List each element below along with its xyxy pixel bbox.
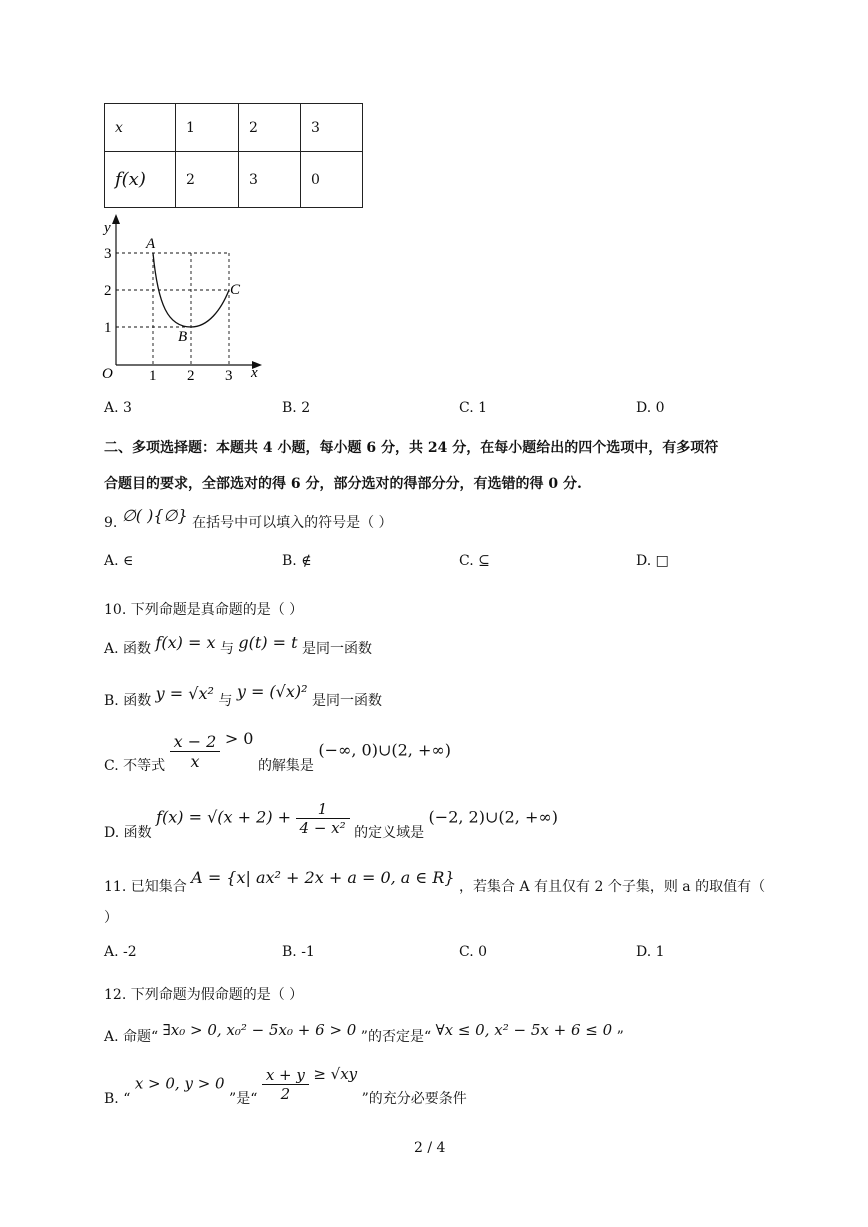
question-10-option-d — [104, 800, 558, 841]
function-value-table — [104, 103, 363, 208]
x-tick-label: 3 — [225, 368, 233, 384]
y-tick-label: 2 — [104, 283, 112, 299]
fraction-numerator: x − 2 — [170, 732, 221, 752]
option-c: C. ⊆ — [459, 553, 490, 569]
fraction — [262, 1066, 309, 1103]
math-expression: y = (√x)² — [236, 682, 308, 701]
option-a: A. ∈ — [104, 553, 134, 569]
question-12-option-b — [104, 1064, 467, 1107]
y-axis-arrow — [112, 214, 120, 224]
question-10-option-a — [104, 633, 373, 658]
option-text: ” — [616, 1029, 624, 1045]
option-text: D. 函数 — [104, 824, 152, 841]
point-label-c: C — [230, 282, 241, 298]
y-tick-label: 3 — [104, 246, 112, 262]
math-expression: ∀x ≤ 0, x² − 5x + 6 ≤ 0 — [435, 1021, 613, 1039]
option-text: 与 — [218, 693, 233, 709]
math-expression: x > 0, y > 0 — [134, 1074, 225, 1093]
option-d: D. □ — [636, 553, 669, 569]
math-expression: > 0 — [224, 728, 254, 748]
x-tick-label: 2 — [187, 368, 195, 384]
question-text: 在括号中可以填入的符号是（ ） — [192, 515, 393, 531]
question-9 — [104, 506, 393, 532]
option-text: 与 — [219, 641, 234, 657]
option-text: ”的否定是“ — [360, 1029, 432, 1045]
table-cell: 0 — [301, 152, 363, 208]
math-expression: g(t) = t — [238, 633, 298, 652]
point-label-b: B — [178, 329, 188, 345]
x-axis-label: x — [251, 365, 258, 381]
math-expression: A = {x| ax² + 2x + a = 0, a ∈ R} — [191, 868, 455, 887]
math-expression: y = √x² — [155, 684, 214, 703]
table-cell: 1 — [176, 104, 239, 152]
option-c: C. 0 — [459, 944, 488, 960]
option-text: ”的充分必要条件 — [361, 1090, 467, 1107]
option-text: B. “ — [104, 1090, 131, 1107]
math-expression: (−2, 2)∪(2, +∞) — [428, 807, 558, 827]
fraction — [296, 800, 350, 837]
option-text: C. 不等式 — [104, 757, 166, 774]
option-a: A. -2 — [104, 944, 137, 960]
option-d: D. 0 — [636, 400, 665, 416]
option-b: B. ∉ — [282, 553, 312, 569]
question-11 — [104, 868, 766, 895]
y-axis-label: y — [104, 220, 111, 236]
dashed-guides — [116, 253, 229, 365]
fraction-denominator: 2 — [280, 1085, 291, 1103]
option-d: D. 1 — [636, 944, 665, 960]
origin-label: O — [102, 366, 113, 382]
option-text: ”是“ — [229, 1090, 258, 1107]
table-cell: 3 — [301, 104, 363, 152]
page-number: 2 / 4 — [414, 1140, 446, 1156]
math-expression: ∃x₀ > 0, x₀² − 5x₀ + 6 > 0 — [162, 1021, 357, 1039]
function-graph — [96, 210, 276, 385]
fraction-numerator: x + y — [262, 1066, 309, 1085]
math-expression: f(x) = √(x + 2) + — [156, 807, 292, 827]
question-text: 11. 已知集合 — [104, 879, 187, 895]
option-b: B. 2 — [282, 400, 311, 416]
option-text: A. 函数 — [104, 641, 152, 657]
point-label-a: A — [146, 236, 156, 252]
option-text: 是同一函数 — [312, 693, 382, 709]
y-tick-label: 1 — [104, 320, 112, 336]
x-tick-label: 1 — [149, 368, 157, 384]
math-expression: ≥ √xy — [313, 1064, 358, 1083]
question-10-option-b — [104, 682, 382, 710]
option-text: 是同一函数 — [302, 641, 373, 657]
question-10-option-c — [104, 728, 451, 774]
question-10-stem: 10. 下列命题是真命题的是（ ） — [104, 602, 304, 618]
question-11-close: ） — [104, 910, 118, 926]
option-text: A. 命题“ — [104, 1029, 159, 1045]
option-text: B. 函数 — [104, 693, 152, 709]
question-number: 9. — [104, 515, 118, 531]
table-cell: 2 — [239, 104, 301, 152]
option-b: B. -1 — [282, 944, 315, 960]
math-expression: f(x) = x — [155, 633, 216, 652]
table-cell: f(x) — [105, 152, 176, 208]
fraction — [170, 732, 221, 771]
option-a: A. 3 — [104, 400, 132, 416]
section-heading-line2: 合题目的要求，全部选对的得 6 分，部分选对的得部分分，有选错的得 0 分. — [104, 476, 582, 492]
section-heading-line1: 二、多项选择题：本题共 4 小题，每小题 6 分，共 24 分，在每小题给出的四个选项中，有多项符 — [104, 440, 719, 456]
option-text: 的定义域是 — [354, 824, 425, 841]
math-expression: (−∞, 0)∪(2, +∞) — [318, 740, 451, 760]
option-c: C. 1 — [459, 400, 488, 416]
question-text: ，若集合 A 有且仅有 2 个子集，则 a 的取值有（ — [459, 879, 766, 895]
table-cell: x — [105, 104, 176, 152]
math-expression: ∅( ){∅} — [121, 506, 188, 525]
fraction-numerator: 1 — [296, 800, 350, 819]
option-text: 的解集是 — [257, 757, 314, 774]
table-cell: 3 — [239, 152, 301, 208]
table-cell: 2 — [176, 152, 239, 208]
fraction-denominator: x — [190, 752, 200, 771]
question-12-stem: 12. 下列命题为假命题的是（ ） — [104, 987, 304, 1003]
question-12-option-a — [104, 1020, 624, 1045]
fraction-denominator: 4 − x² — [299, 819, 346, 837]
